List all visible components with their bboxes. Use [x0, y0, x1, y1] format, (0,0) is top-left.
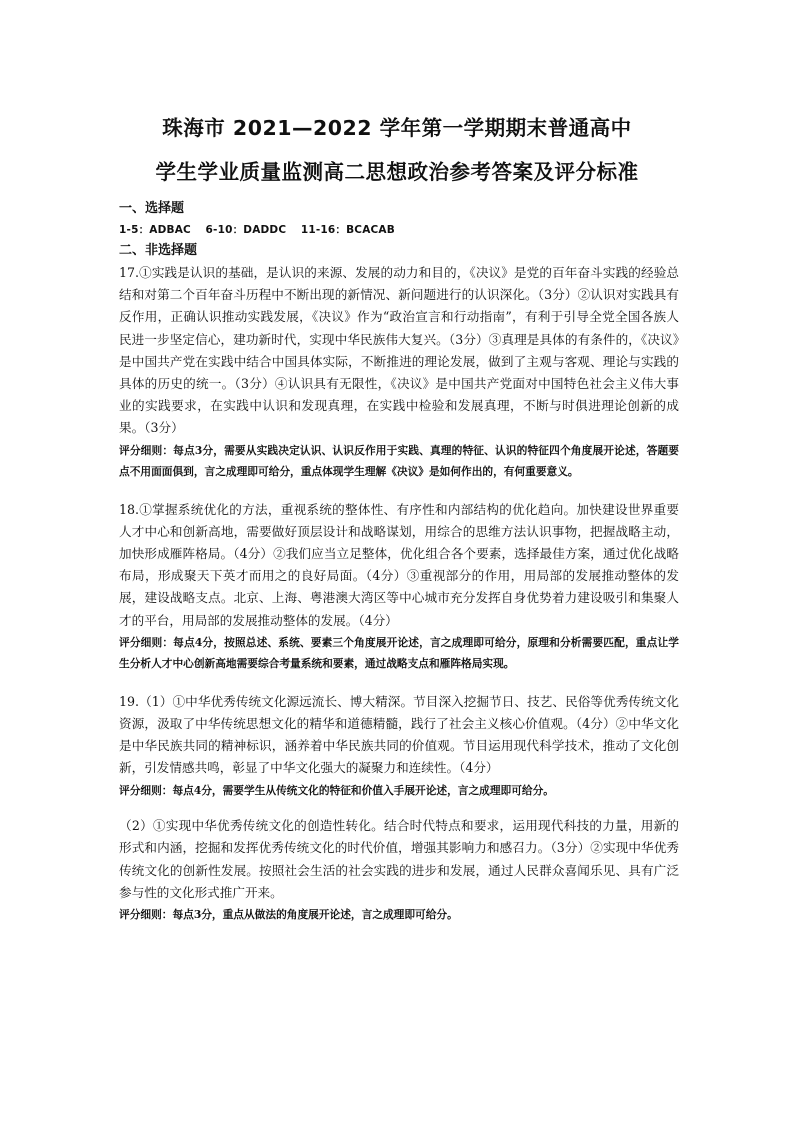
- question-19-part1-answer: 19.（1）①中华优秀传统文化源远流长、博大精深。节目深入挖掘节日、技艺、民俗等优秀传统文化资源，汲取了中华传统思想文化的精华和道德精髓，践行了社会主义核心价值观。（4分）②中华文化是中华民族共同的精神标识，涵养着中华民族共同的价值观。节目运用现代科学技术，推动了文化创新，引发情感共鸣，彰显了中华文化强大的凝聚力和连续性。（4分）: [119, 693, 679, 776]
- section-heading-multiple-choice: 一、选择题: [119, 201, 185, 216]
- question-19-part2-answer: （2）①实现中华优秀传统文化的创造性转化。结合时代特点和要求，运用现代科技的力量，用新的形式和内涵，挖掘和发挥优秀传统文化的时代价值，增强其影响力和感召力。（3分）②实现中华优秀传统文化的创新性发展。按照社会生活的社会实践的进步和发展，通过人民群众喜闻乐见、具有广泛参与性的文化形式推广开来。: [119, 818, 679, 900]
- question-19-part2-rubric: 评分细则：每点3分，重点从做法的角度展开论述，言之成理即可给分。: [119, 907, 458, 921]
- question-18-rubric: 评分细则：每点4分，按照总述、系统、要素三个角度展开论述，言之成理即可给分，原理和分析需要匹配，重点让学生分析人才中心创新高地需要综合考量系统和要素，通过战略支点和雁阵格局实现。: [119, 635, 679, 671]
- question-19-part1-rubric: 评分细则：每点4分，需要学生从传统文化的特征和价值入手展开论述，言之成理即可给分。: [119, 783, 554, 797]
- document-body: [119, 198, 679, 925]
- question-17-answer: 17.①实践是认识的基础，是认识的来源、发展的动力和目的，《决议》是党的百年奋斗实践的经验总结和对第二个百年奋斗历程中不断出现的新情况、新问题进行的认识深化。（3分）②认识对实践具有反作用，正确认识推动实践发展，《决议》作为“政治宣言和行动指南”，有利于引导全党全国各族人民进一步坚定信心，建功新时代，实现中华民族伟大复兴。（3分）③真理是具体的有条件的，《决议》是中国共产党在实践中结合中国具体实际，不断推进的理论发展，做到了主观与客观、理论与实践的具体的历史的统一。（3分）④认识具有无限性，《决议》是中国共产党面对中国特色社会主义伟大事业的实践要求，在实践中认识和发现真理，在实践中检验和发展真理，不断与时俱进理论创新的成果。（3分）: [119, 265, 679, 436]
- document-title-line2: 学生学业质量监测高二思想政治参考答案及评分标准: [155, 160, 639, 184]
- multiple-choice-answers: 1-5：ADBAC 6-10：DADDC 11-16：BCACAB: [119, 224, 395, 236]
- question-18-answer: 18.①掌握系统优化的方法，重视系统的整体性、有序性和内部结构的优化趋向。加快建设世界重要人才中心和创新高地，需要做好顶层设计和战略谋划，用综合的思维方法认识事物，把握战略主动，加快形成雁阵格局。（4分）②我们应当立足整体，优化组合各个要素，选择最佳方案，通过优化战略布局，形成聚天下英才而用之的良好局面。（4分）③重视部分的作用，用局部的发展推动整体的发展，建设战略支点。北京、上海、粤港澳大湾区等中心城市充分发挥自身优势着力建设吸引和集聚人才的平台，用局部的发展推动整体的发展。（4分）: [119, 501, 679, 628]
- question-17-rubric: 评分细则：每点3分，需要从实践决定认识、认识反作用于实践、真理的特征、认识的特征四个角度展开论述，答题要点不用面面俱到，言之成理即可给分，重点体现学生理解《决议》是如何作出的，有何重要意义。: [119, 443, 679, 479]
- document-title-line1: 珠海市 2021—2022 学年第一学期期末普通高中: [162, 116, 632, 140]
- section-heading-non-choice: 二、非选择题: [119, 243, 198, 258]
